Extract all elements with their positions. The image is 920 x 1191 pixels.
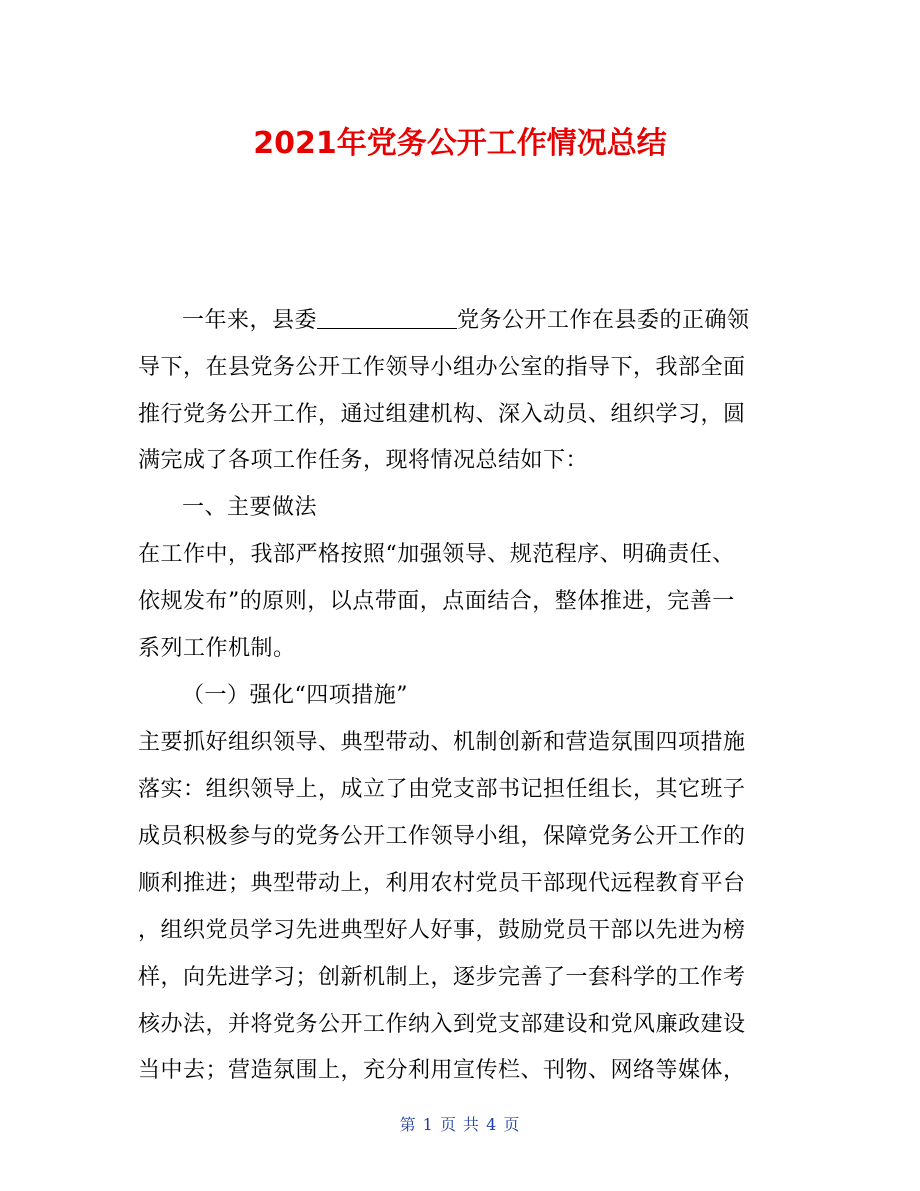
intro-line-2: 导下，在县党务公开工作领导小组办公室的指导下，我部全面 <box>138 355 746 380</box>
subsection-heading: （一）强化“四项措施” <box>182 683 408 708</box>
intro-line-3: 推行党务公开工作，通过组建机构、深入动员、组织学习，圆 <box>138 402 746 427</box>
section-line-1: 在工作中，我部严格按照“加强领导、规范程序、明确责任、 <box>138 542 735 567</box>
subsection-line-4: 顺利推进；典型带动上，利用农村党员干部现代远程教育平台 <box>138 871 746 896</box>
intro-line-1-end: 党务公开工作在县委的正确领 <box>457 308 750 333</box>
subsection-line-3: 成员积极参与的党务公开工作领导小组，保障党务公开工作的 <box>138 824 746 849</box>
fill-in-blank <box>317 310 457 329</box>
intro-line-4: 满完成了各项工作任务，现将情况总结如下： <box>138 448 589 473</box>
subsection-line-8: 当中去；营造氛围上，充分利用宣传栏、刊物、网络等媒体， <box>138 1058 746 1083</box>
section-heading: 一、主要做法 <box>182 495 318 520</box>
subsection-line-6: 样，向先进学习；创新机制上，逐步完善了一套科学的工作考 <box>138 965 746 990</box>
subsection-line-7: 核办法，并将党务公开工作纳入到党支部建设和党风廉政建设 <box>138 1012 746 1037</box>
section-line-2: 依规发布”的原则，以点带面，点面结合，整体推进，完善一 <box>138 589 735 614</box>
section-line-3: 系列工作机制。 <box>138 636 296 661</box>
subsection-line-2: 落实：组织领导上，成立了由党支部书记担任组长，其它班子 <box>138 777 746 802</box>
page-number: 第 1 页 共 4 页 <box>399 1115 521 1134</box>
subsection-line-5: ，组织党员学习先进典型好人好事，鼓励党员干部以先进为榜 <box>138 918 746 943</box>
subsection-line-1: 主要抓好组织领导、典型带动、机制创新和营造氛围四项措施 <box>138 730 746 755</box>
intro-line-1-start: 一年来，县委 <box>182 308 318 333</box>
page-title: 2021年党务公开工作情况总结 <box>253 126 667 161</box>
intro-line-1 <box>182 306 750 336</box>
